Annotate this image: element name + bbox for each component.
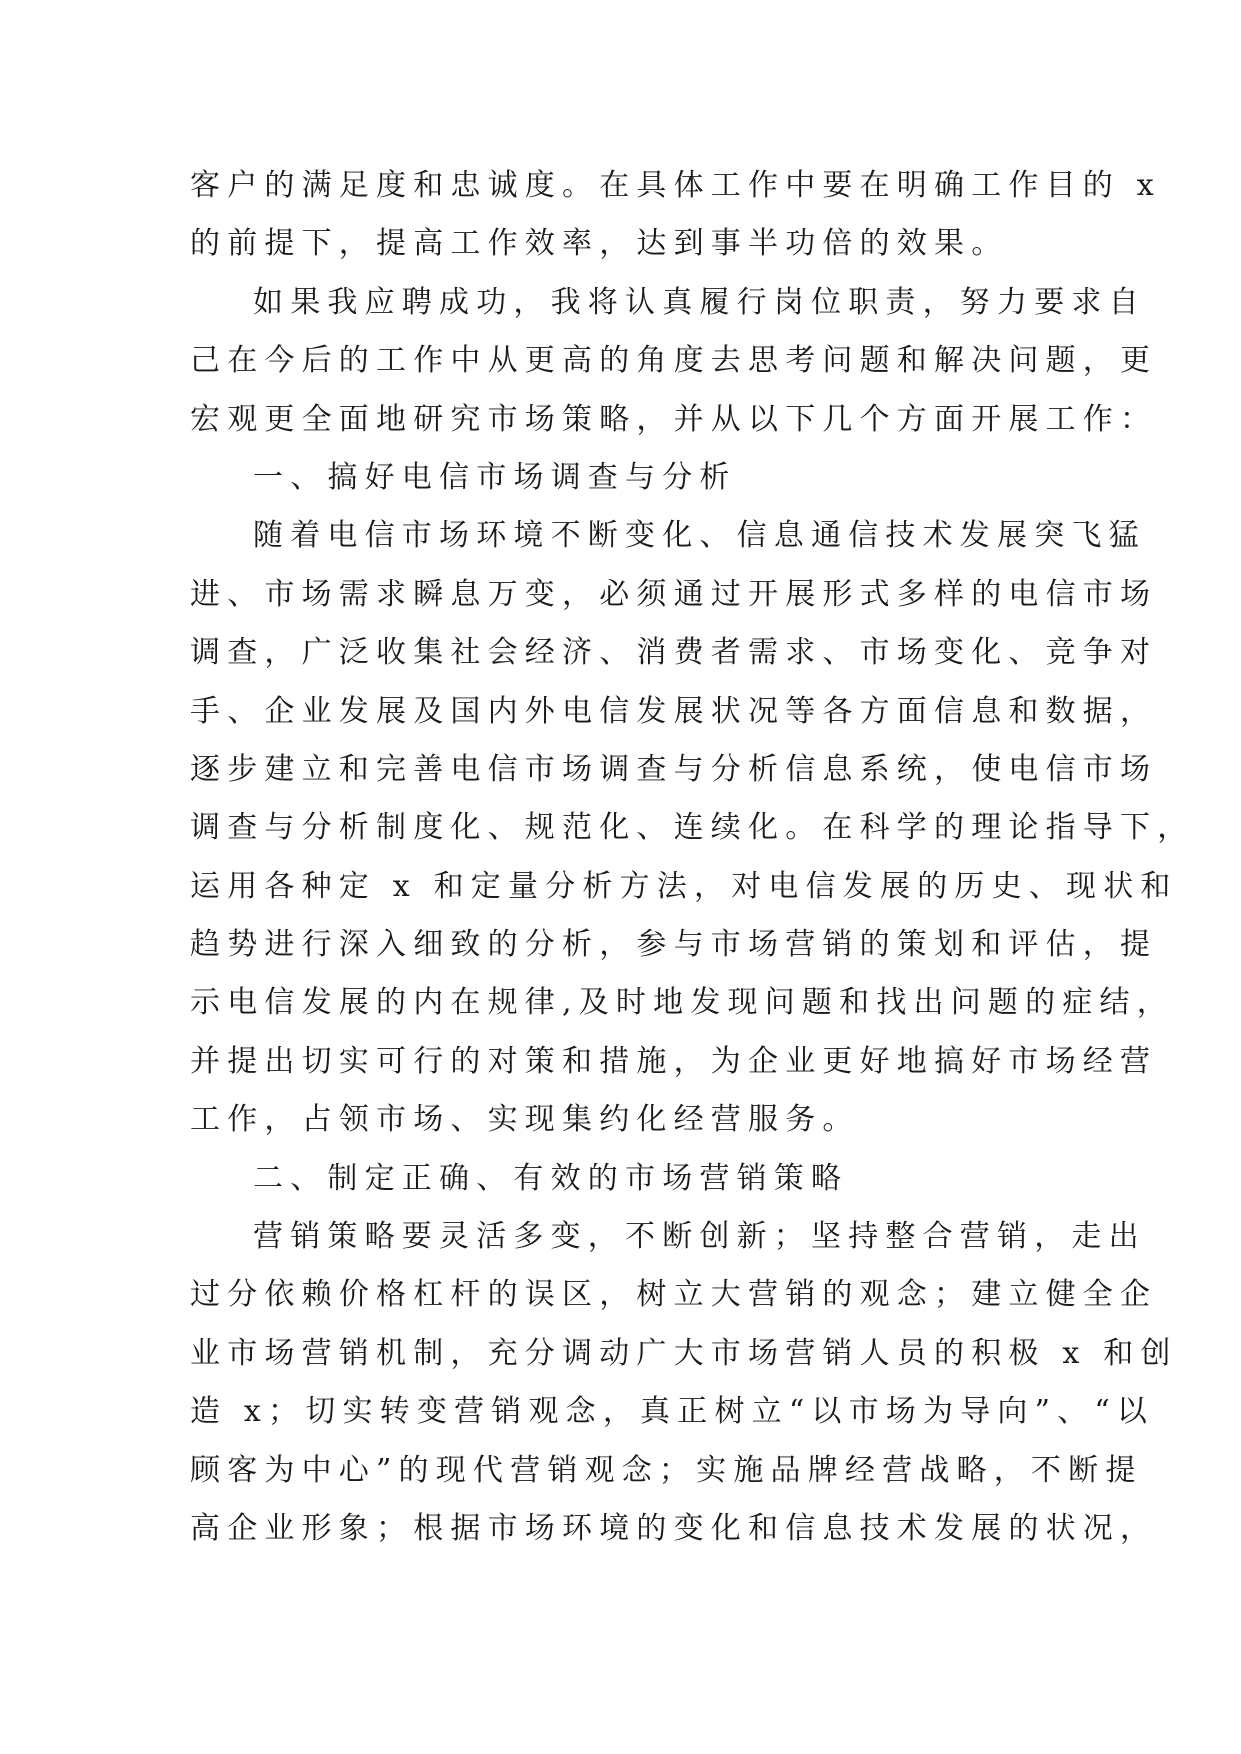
text-line: 运用各种定 x 和定量分析方法，对电信发展的历史、现状和 (190, 868, 1178, 904)
text-line: 客户的满足度和忠诚度。在具体工作中要在明确工作目的 x (190, 168, 1161, 203)
paragraph-start-line: 随着电信市场环境不断变化、信息通信技术发展突飞猛 (253, 518, 1146, 554)
body-text (190, 157, 1195, 1558)
text-line: 手、企业发展及国内外电信发展状况等各方面信息和数据， (190, 693, 1158, 729)
text-line: 高企业形象；根据市场环境的变化和信息技术发展的状况， (190, 1510, 1158, 1546)
section-heading-2: 二、制定正确、有效的市场营销策略 (253, 1160, 849, 1196)
paragraph-start-line: 如果我应聘成功，我将认真履行岗位职责，努力要求自 (253, 284, 1146, 320)
text-line: 逐步建立和完善电信市场调查与分析信息系统，使电信市场 (190, 751, 1158, 787)
text-line: 己在今后的工作中从更高的角度去思考问题和解决问题，更 (190, 343, 1158, 379)
text-line: 调查，广泛收集社会经济、消费者需求、市场变化、竞争对 (190, 635, 1158, 671)
text-line: 调查与分析制度化、规范化、连续化。在科学的理论指导下， (190, 810, 1195, 846)
text-line: 进、市场需求瞬息万变，必须通过开展形式多样的电信市场 (190, 576, 1158, 612)
text-line: 宏观更全面地研究市场策略，并从以下几个方面开展工作： (190, 401, 1158, 437)
text-line: 过分依赖价格杠杆的误区，树立大营销的观念；建立健全企 (190, 1277, 1158, 1313)
paragraph-start-line: 营销策略要灵活多变，不断创新；坚持整合营销，走出 (253, 1219, 1146, 1255)
text-line: 的前提下，提高工作效率，达到事半功倍的效果。 (190, 226, 1009, 262)
text-line: 示电信发展的内在规律,及时地发现问题和找出问题的症结， (190, 985, 1174, 1021)
text-line: 顾客为中心”的现代营销观念；实施品牌经营战略，不断提 (190, 1452, 1143, 1488)
text-line: 业市场营销机制，充分调动广大市场营销人员的积极 x 和创 (190, 1335, 1178, 1371)
text-line: 造 x；切实转变营销观念，真正树立“以市场为导向”、“以 (190, 1394, 1155, 1430)
text-line: 趋势进行深入细致的分析，参与市场营销的策划和评估，提 (190, 927, 1158, 963)
text-line: 并提出切实可行的对策和措施，为企业更好地搞好市场经营 (190, 1043, 1158, 1079)
section-heading-1: 一、搞好电信市场调查与分析 (253, 459, 737, 495)
text-line: 工作，占领市场、实现集约化经营服务。 (190, 1102, 860, 1138)
